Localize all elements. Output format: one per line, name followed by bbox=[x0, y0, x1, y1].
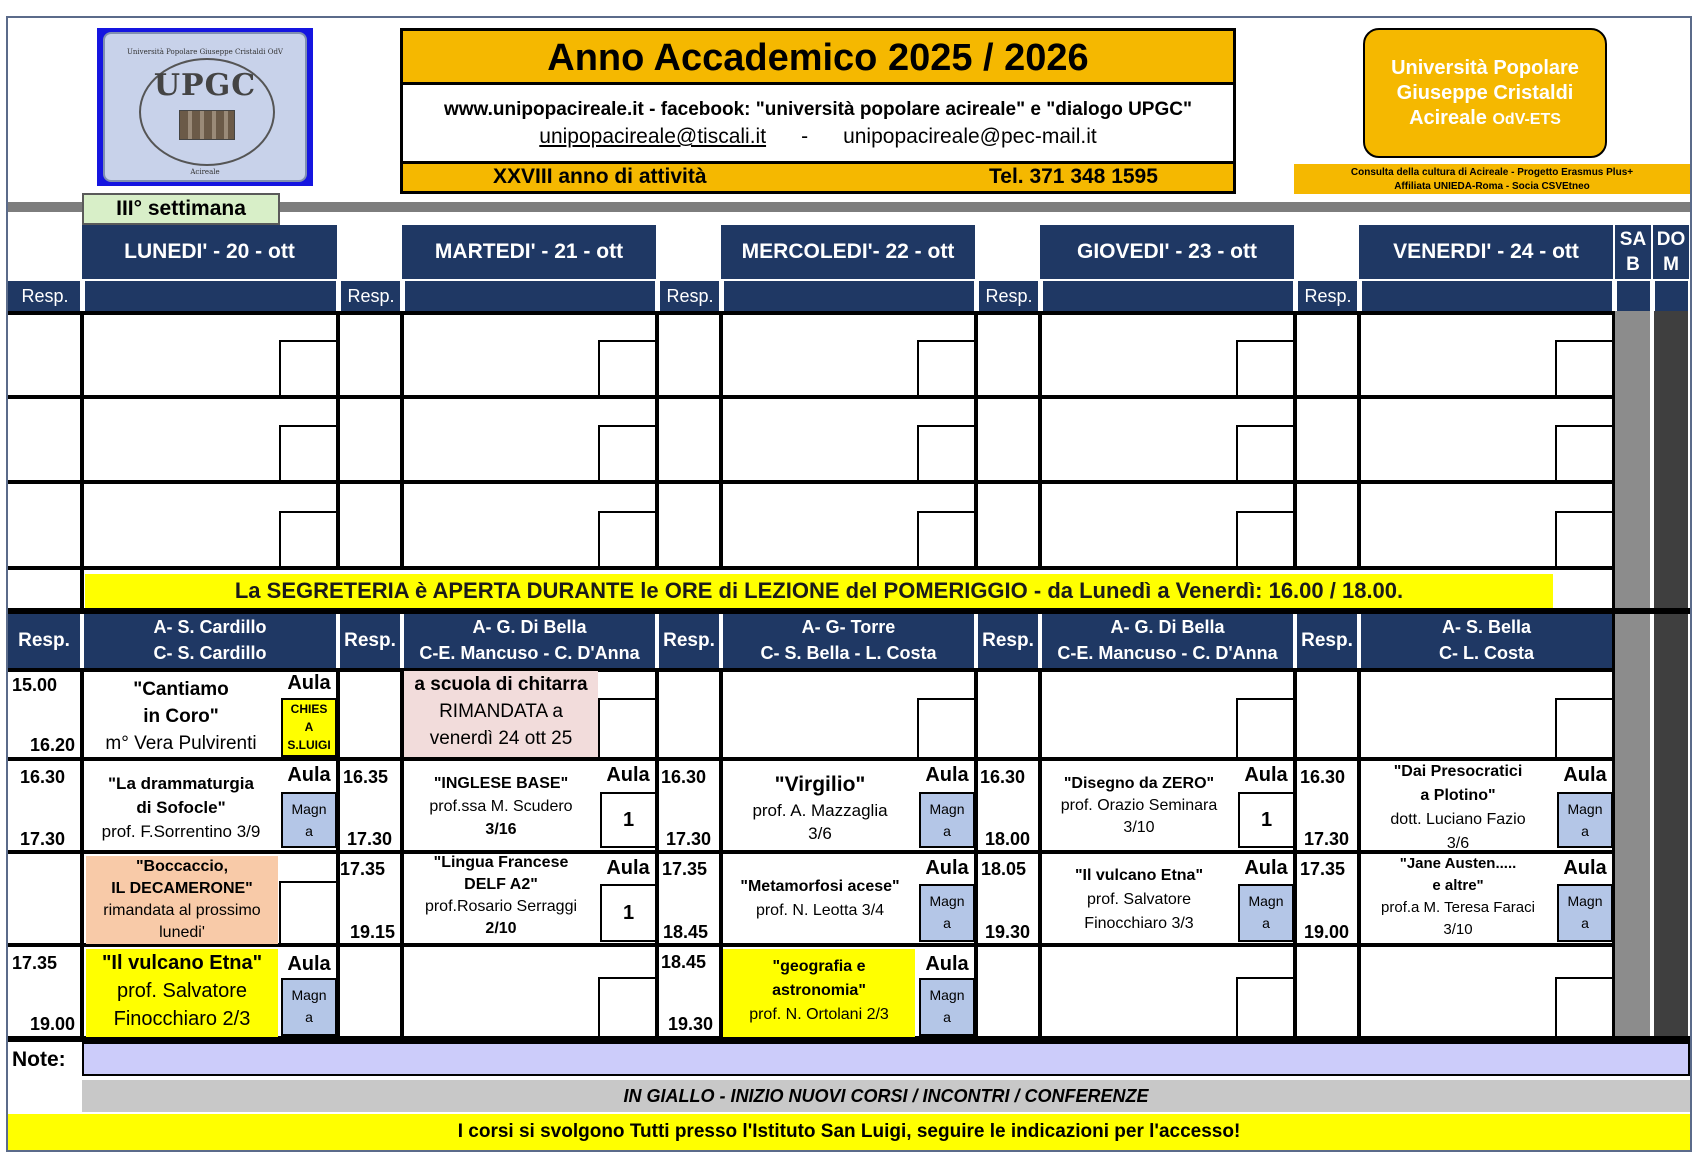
magna-line: Magn bbox=[1248, 893, 1284, 909]
sab-line1: SA bbox=[1619, 229, 1647, 250]
chiesa-san-luigi-badge bbox=[281, 698, 337, 757]
time-start: 17.35 bbox=[662, 859, 708, 879]
course-line: astronomia" bbox=[772, 982, 866, 999]
aula-number: 1 bbox=[600, 884, 657, 942]
day-header-monday: LUNEDI' - 20 - ott bbox=[82, 225, 337, 279]
resp-header: Resp. bbox=[978, 614, 1038, 668]
aula-label: Aula bbox=[287, 672, 331, 694]
course-drammaturgia-sofocle bbox=[86, 772, 276, 844]
time-end: 19.00 bbox=[1304, 922, 1350, 942]
segreteria-notice: La SEGRETERIA è APERTA DURANTE le ORE di LEZIONE del POMERIGGIO - da Lunedì a Venerdì: 16.00 / 18.00. bbox=[85, 574, 1553, 608]
university-odv: OdV-ETS bbox=[1492, 111, 1561, 128]
day-header-friday: VENERDI' - 24 - ott bbox=[1359, 225, 1613, 279]
aula-magna-badge bbox=[919, 792, 975, 848]
strip-separator bbox=[400, 281, 405, 311]
course-line: "Boccaccio, bbox=[135, 858, 229, 875]
course-teacher: prof.Rosario Serraggi bbox=[424, 898, 578, 915]
course-line: "Dai Presocratici bbox=[1393, 763, 1523, 780]
grid-line bbox=[8, 311, 1614, 315]
aula-box bbox=[1555, 425, 1614, 482]
aula-box bbox=[1555, 511, 1614, 568]
teachers-tuesday bbox=[404, 614, 655, 668]
teacher-a: A- S. Bella bbox=[1441, 617, 1532, 637]
aula-magna-badge bbox=[281, 792, 337, 848]
time-start: 16.30 bbox=[980, 767, 1026, 787]
magna-line: a bbox=[943, 915, 951, 931]
course-line: "geografia e bbox=[772, 958, 866, 975]
strip-separator bbox=[1650, 281, 1655, 311]
note-label: Note: bbox=[12, 1048, 66, 1071]
course-line: di Sofocle" bbox=[136, 798, 226, 817]
aula-magna-badge bbox=[919, 978, 975, 1036]
grid-line bbox=[8, 566, 1614, 570]
aula-box bbox=[279, 881, 338, 945]
title-bottom-bar bbox=[403, 161, 1233, 191]
time-start: 16.30 bbox=[1300, 767, 1346, 787]
teacher-a: A- G. Di Bella bbox=[472, 617, 587, 637]
time-start: 18.05 bbox=[981, 859, 1027, 879]
consulta-bar bbox=[1294, 164, 1690, 194]
grid-line bbox=[400, 311, 404, 569]
grid-line bbox=[1357, 311, 1361, 569]
teacher-c: C-E. Mancuso - C. D'Anna bbox=[419, 643, 640, 663]
course-progress: 3/6 bbox=[1446, 835, 1470, 852]
course-line: "Cantiamo bbox=[133, 679, 229, 700]
aula-number: 1 bbox=[600, 792, 657, 848]
resp-label: Resp. bbox=[347, 286, 395, 306]
course-line: e altre" bbox=[1432, 877, 1484, 894]
aula-magna-badge bbox=[1238, 884, 1294, 942]
resp-label: Resp. bbox=[1304, 286, 1352, 306]
consulta-line2: Affiliata UNIEDA-Roma - Socia CSVEtneo bbox=[1394, 181, 1590, 192]
pec-email: unipopacireale@pec-mail.it bbox=[843, 125, 1097, 148]
time-end: 18.45 bbox=[663, 922, 709, 942]
magna-line: a bbox=[305, 823, 313, 839]
time-end: 17.30 bbox=[20, 829, 66, 849]
resp-header: Resp. bbox=[659, 614, 719, 668]
magna-line: a bbox=[1581, 915, 1589, 931]
logo-name: UPGC bbox=[153, 68, 257, 103]
legend-giallo: IN GIALLO - INIZIO NUOVI CORSI / INCONTRI / CONFERENZE bbox=[82, 1080, 1690, 1112]
aula-box bbox=[279, 511, 338, 568]
aula-magna-badge bbox=[281, 978, 337, 1036]
course-progress: 3/10 bbox=[1123, 819, 1155, 836]
course-line: in Coro" bbox=[143, 706, 219, 727]
course-teacher: Finocchiaro 2/3 bbox=[113, 1008, 251, 1030]
time-start: 16.30 bbox=[20, 767, 66, 787]
course-inglese-base bbox=[404, 772, 598, 841]
course-line: IL DECAMERONE" bbox=[111, 880, 253, 897]
aula-box bbox=[598, 511, 657, 568]
magna-line: Magn bbox=[1567, 893, 1603, 909]
logo-sub-text: Acireale bbox=[190, 168, 220, 176]
course-progress: 3/10 bbox=[1443, 921, 1473, 938]
aula-label: Aula bbox=[925, 953, 969, 975]
strip-separator bbox=[719, 281, 724, 311]
grid-line bbox=[8, 480, 1614, 484]
aula-label: Aula bbox=[1563, 857, 1607, 879]
course-geografia-astronomia bbox=[723, 949, 915, 1037]
upgc-logo bbox=[97, 28, 313, 186]
time-end: 17.30 bbox=[1304, 829, 1350, 849]
aula-box bbox=[1555, 698, 1614, 759]
teachers-friday bbox=[1361, 614, 1612, 668]
university-line1: Università Popolare bbox=[1391, 57, 1579, 79]
course-note: RIMANDATA a bbox=[439, 701, 563, 722]
course-teacher: prof.ssa M. Scudero bbox=[429, 798, 573, 815]
grid-line bbox=[8, 668, 1614, 672]
magna-line: a bbox=[1262, 915, 1270, 931]
resp-strip bbox=[8, 281, 1688, 311]
email-line bbox=[403, 125, 1233, 149]
time-end: 19.30 bbox=[668, 1014, 714, 1034]
resp-label: Resp. bbox=[985, 286, 1033, 306]
course-vulcano-etna bbox=[86, 949, 278, 1037]
course-teacher: prof. Salvatore bbox=[116, 980, 248, 1002]
course-teacher: Finocchiaro 3/3 bbox=[1084, 915, 1194, 932]
logo-top-text: Università Popolare Giuseppe Cristaldi OdV bbox=[127, 48, 283, 56]
time-start: 16.35 bbox=[343, 767, 389, 787]
time-start: 18.45 bbox=[661, 952, 707, 972]
course-jane-austen bbox=[1361, 853, 1555, 941]
course-scuola-chitarra bbox=[404, 671, 598, 757]
aula-box bbox=[279, 425, 338, 482]
strip-separator bbox=[1612, 281, 1617, 311]
grid-line bbox=[80, 311, 84, 611]
magna-line: Magn bbox=[929, 893, 965, 909]
course-vulcano-etna-thursday bbox=[1042, 864, 1236, 936]
page-title: Anno Accademico 2025 / 2026 bbox=[403, 31, 1233, 85]
chiesa-line: S.LUIGI bbox=[287, 738, 331, 752]
course-teacher: prof. Orazio Seminara bbox=[1060, 797, 1218, 814]
aula-box bbox=[1236, 511, 1295, 568]
time-end: 19.30 bbox=[985, 922, 1031, 942]
course-teacher: prof. Salvatore bbox=[1086, 891, 1192, 908]
magna-line: a bbox=[943, 1009, 951, 1025]
course-teacher: prof. A. Mazzaglia bbox=[752, 801, 888, 820]
email-separator: - bbox=[801, 125, 809, 148]
course-teacher: m° Vera Pulvirenti bbox=[105, 733, 257, 754]
course-cantiamo-in-coro bbox=[86, 676, 276, 757]
aula-label: Aula bbox=[925, 764, 969, 786]
strip-separator bbox=[80, 281, 85, 311]
grid-line bbox=[1038, 668, 1042, 1040]
dom-line1: DO bbox=[1656, 229, 1686, 250]
course-progress: 3/16 bbox=[485, 821, 517, 838]
course-line: "Virgilio" bbox=[774, 773, 866, 796]
aula-box bbox=[917, 425, 976, 482]
course-metamorfosi-acese bbox=[723, 875, 917, 923]
resp-label: Resp. bbox=[21, 286, 69, 306]
teachers-monday bbox=[84, 614, 336, 668]
magna-line: a bbox=[305, 1009, 313, 1025]
consulta-line1: Consulta della cultura di Acireale - Progetto Erasmus Plus+ bbox=[1350, 167, 1634, 178]
course-note: rimandata al prossimo bbox=[103, 902, 261, 919]
course-progress: 2/10 bbox=[485, 920, 517, 937]
logo-badge bbox=[103, 32, 307, 182]
course-lingua-francese bbox=[404, 852, 598, 940]
telephone: Tel. 371 348 1595 bbox=[989, 165, 1158, 188]
books-icon bbox=[179, 110, 235, 140]
teacher-c: C- S. Bella - L. Costa bbox=[760, 643, 937, 663]
aula-box bbox=[917, 698, 976, 759]
aula-box bbox=[1555, 977, 1614, 1038]
sab-line2: B bbox=[1626, 254, 1640, 275]
course-teacher: prof. N. Ortolani 2/3 bbox=[749, 1006, 889, 1023]
course-progress: 3/6 bbox=[808, 824, 832, 843]
time-start: 16.30 bbox=[661, 767, 707, 787]
resp-header: Resp. bbox=[8, 614, 80, 668]
aula-magna-badge bbox=[1557, 792, 1613, 848]
aula-label: Aula bbox=[606, 764, 650, 786]
aula-number: 1 bbox=[1238, 792, 1295, 848]
day-header-sunday bbox=[1653, 225, 1689, 279]
teacher-a: A- G. Di Bella bbox=[1110, 617, 1225, 637]
course-teacher: dott. Luciano Fazio bbox=[1390, 811, 1526, 828]
teacher-c: C- L. Costa bbox=[1438, 643, 1534, 663]
aula-label: Aula bbox=[287, 953, 331, 975]
time-start: 15.00 bbox=[12, 675, 58, 695]
aula-box bbox=[1555, 340, 1614, 397]
aula-box bbox=[1236, 425, 1295, 482]
aula-label: Aula bbox=[1563, 764, 1607, 786]
aula-box bbox=[917, 340, 976, 397]
chiesa-line: CHIES bbox=[290, 702, 328, 716]
resp-header: Resp. bbox=[1297, 614, 1357, 668]
course-note: venerdì 24 ott 25 bbox=[429, 728, 573, 749]
day-header-tuesday: MARTEDI' - 21 - ott bbox=[402, 225, 656, 279]
magna-line: a bbox=[943, 823, 951, 839]
magna-line: Magn bbox=[929, 987, 965, 1003]
aula-label: Aula bbox=[1244, 764, 1288, 786]
sunday-column bbox=[1654, 311, 1688, 1041]
teachers-thursday bbox=[1042, 614, 1293, 668]
course-teacher: prof.a M. Teresa Faraci bbox=[1381, 899, 1535, 916]
teachers-wednesday bbox=[723, 614, 974, 668]
week-label: III° settimana bbox=[82, 193, 280, 225]
time-start: 17.35 bbox=[340, 859, 386, 879]
day-header-thursday: GIOVEDI' - 23 - ott bbox=[1040, 225, 1294, 279]
course-line: "Lingua Francese bbox=[433, 854, 569, 871]
course-virgilio bbox=[723, 771, 917, 845]
dom-line2: M bbox=[1663, 254, 1679, 275]
magna-line: Magn bbox=[929, 801, 965, 817]
course-line: "Disegno da ZERO" bbox=[1063, 775, 1215, 792]
aula-box bbox=[598, 425, 657, 482]
aula-label: Aula bbox=[1244, 857, 1288, 879]
course-line: "INGLESE BASE" bbox=[433, 775, 569, 792]
course-line: "Metamorfosi acese" bbox=[740, 878, 900, 895]
course-line: "Il vulcano Etna" bbox=[101, 952, 263, 974]
aula-box bbox=[917, 511, 976, 568]
grid-line bbox=[719, 311, 723, 569]
aula-label: Aula bbox=[606, 857, 650, 879]
university-box bbox=[1363, 28, 1607, 158]
aula-box bbox=[1236, 698, 1295, 759]
course-line: DELF A2" bbox=[464, 876, 538, 893]
aula-box bbox=[598, 698, 657, 759]
course-line: "Il vulcano Etna" bbox=[1074, 867, 1204, 884]
aula-label: Aula bbox=[287, 764, 331, 786]
time-end: 17.30 bbox=[666, 829, 712, 849]
time-end: 16.20 bbox=[30, 735, 76, 755]
footer-notice: I corsi si svolgono Tutti presso l'Istituto San Luigi, seguire le indicazioni per l'accesso! bbox=[8, 1114, 1690, 1150]
magna-line: Magn bbox=[291, 801, 327, 817]
course-line: "Jane Austen..... bbox=[1399, 855, 1517, 872]
resp-header: Resp. bbox=[340, 614, 400, 668]
time-start: 17.35 bbox=[12, 953, 58, 973]
day-header-wednesday: MERCOLEDI'- 22 - ott bbox=[721, 225, 975, 279]
aula-magna-badge bbox=[1557, 884, 1613, 942]
grid-line bbox=[80, 668, 84, 1040]
strip-separator bbox=[1357, 281, 1362, 311]
magna-line: a bbox=[1581, 823, 1589, 839]
saturday-column bbox=[1615, 311, 1650, 1041]
aula-box bbox=[598, 977, 657, 1038]
university-line2: Giuseppe Cristaldi bbox=[1396, 82, 1574, 104]
course-line: a scuola di chitarra bbox=[414, 674, 588, 695]
aula-magna-badge bbox=[919, 884, 975, 942]
web-line: www.unipopacireale.it - facebook: "università popolare acireale" e "dialogo UPGC" bbox=[443, 99, 1192, 120]
grid-line bbox=[1038, 311, 1042, 569]
time-end: 18.00 bbox=[985, 829, 1031, 849]
strip-separator bbox=[1293, 281, 1298, 311]
course-line: a Plotino" bbox=[1420, 787, 1496, 804]
anno-attivita: XXVIII anno di attività bbox=[493, 165, 707, 188]
course-line: "La drammaturgia bbox=[108, 774, 254, 793]
aula-box bbox=[1236, 340, 1295, 397]
course-note: lunedi' bbox=[159, 924, 205, 941]
aula-label: Aula bbox=[925, 857, 969, 879]
note-field[interactable] bbox=[82, 1042, 1690, 1076]
teacher-a: A- S. Cardillo bbox=[153, 617, 267, 637]
strip-separator bbox=[1038, 281, 1043, 311]
magna-line: Magn bbox=[291, 987, 327, 1003]
resp-label: Resp. bbox=[666, 286, 714, 306]
day-header-saturday bbox=[1615, 225, 1651, 279]
grid-line bbox=[8, 395, 1614, 399]
course-teacher: prof. F.Sorrentino 3/9 bbox=[101, 822, 261, 841]
title-box bbox=[400, 28, 1236, 194]
strip-separator bbox=[655, 281, 660, 311]
magna-line: Magn bbox=[1567, 801, 1603, 817]
teacher-c: C- S. Cardillo bbox=[153, 643, 267, 663]
course-teacher: prof. N. Leotta 3/4 bbox=[755, 902, 885, 919]
aula-box bbox=[598, 340, 657, 397]
time-start: 17.35 bbox=[1300, 859, 1346, 879]
chiesa-line: A bbox=[304, 720, 314, 734]
course-presocratici-plotino bbox=[1361, 760, 1555, 856]
email-link[interactable]: unipopacireale@tiscali.it bbox=[539, 125, 767, 148]
aula-box bbox=[279, 340, 338, 397]
time-end: 19.15 bbox=[350, 922, 396, 942]
teacher-c: C-E. Mancuso - C. D'Anna bbox=[1057, 643, 1278, 663]
aula-box bbox=[1236, 977, 1295, 1038]
time-end: 19.00 bbox=[30, 1014, 76, 1034]
university-line3: Acireale bbox=[1409, 107, 1487, 129]
time-end: 17.30 bbox=[347, 829, 393, 849]
course-disegno-da-zero bbox=[1042, 773, 1236, 839]
course-boccaccio-decamerone bbox=[86, 856, 278, 944]
strip-separator bbox=[974, 281, 979, 311]
strip-separator bbox=[336, 281, 341, 311]
teacher-a: A- G- Torre bbox=[801, 617, 896, 637]
